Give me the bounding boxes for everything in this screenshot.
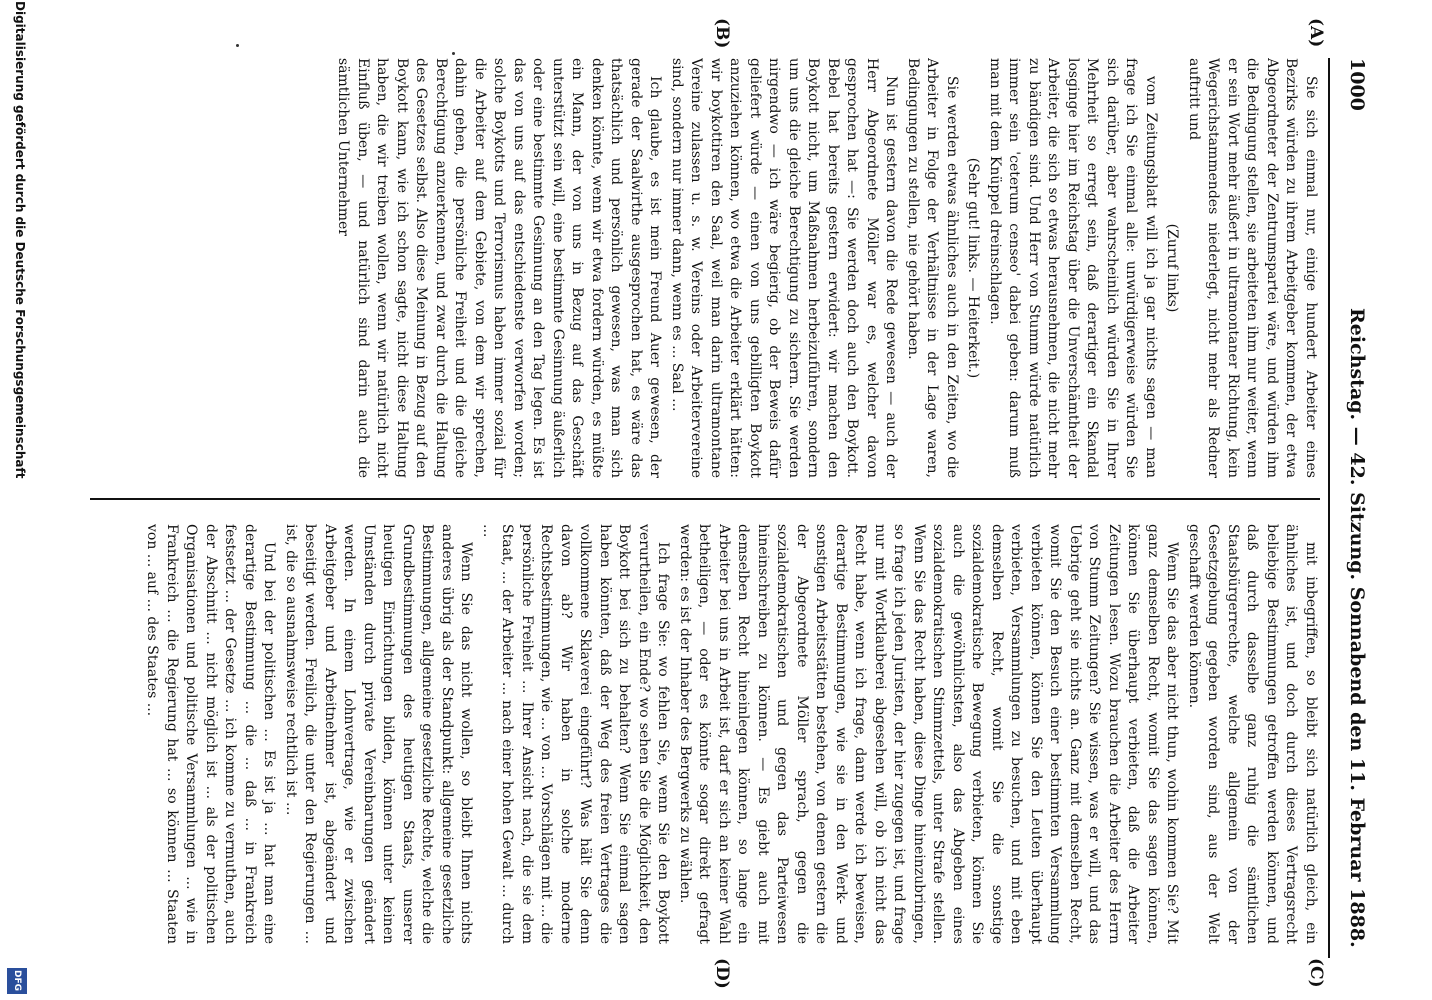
- left-text-column: [90, 58, 1320, 478]
- paragraph: Ich glaube, es ist mein Freund Auer gewesen, der gerade der Saalwirthe ausgesprochen hat, es wäre das thatsächlich und persönlich gewesen, was man sich denken könnte, wenn wir etwa fordern würden, es müßte ein Mann, der von uns in Bezug auf das Geschäft unterstützt sein will, eine bestimmte Gesinnung äußerlich oder eine bestimmte Gesinnung an den Tag legen. Es ist das von uns auf das entschiedenste verworfen worden; solche Boykotts und Terrorismus haben immer sozial für die Arbeiter auf dem Gebiete, von dem wir sprechen, dahin gehen, die persönliche Freiheit und die gleiche Berechtigung anzuerkennen, und zwar durch die Haltung des Gesetzes selbst. Also diese Meinung in Bezug auf den Boykott kann, wie ich schon sagte, nicht diese Haltung haben, die wir treiben wollen, wenn wir natürlich nicht Einfluß üben, — und natürlich sind darin auch die sämtlichen Unternehmer: [335, 58, 664, 478]
- paragraph: Und bei der politischen ... Es ist ja ... hat man eine derartige Bestimmung ... die ... daß ... in Frankreich festsetzt ... der Gesetze ... ich komme zu vermuthen, auch der Abschnitt ... nicht möglich ist ... als der politischen Organisationen und politische Versammlungen ... wie in Frankreich ... die Regierung hat ... so können ... Staaten von ... auf ... des Staates ...: [144, 524, 278, 944]
- digitization-footer: [6, 0, 28, 1000]
- margin-mark-c: (C): [1306, 958, 1326, 988]
- paragraph: Nun ist gestern davon die Rede gewesen — auch der Herr Abgeordnete Möller war es, welcher davon gesprochen hat —: Sie werden doch auch den Boykott. Bebel hat bereits gestern erwidert: wir machen den Boykott nicht, um Maßnahmen herbeizuführen, sondern um uns die gleiche Berechtigung zu sichern. Sie werden nirgendwo — ich wäre begierig, ob der Beweis dafür geliefert würde — einen von uns gebilligten Boykott anzuziehen können, wo etwa die Arbeiter erklärt hätten: wir boykottiren den Saal, weil man darin ultramontane Vereine zulassen u. s. w. Vereins oder Arbeitervereine sind, sondern nur immer dann, wenn es ... Saal ...: [669, 58, 900, 478]
- margin-mark-b: (B): [712, 18, 732, 49]
- scan-speck: [236, 44, 239, 47]
- dfg-credit-text: Digitalisierung gefördert durch die Deutsche Forschungsgemeinschaft: [13, 1, 27, 479]
- right-text-column: [90, 524, 1320, 944]
- paragraph: Sie sich einmal nur, einige hundert Arbeiter eines Bezirks würden zu ihrem Arbeitgeber kommen, der etwa Abgeordneter der Zentrumspartei wäre, und würden ihm die Bedingung stellen, sie arbeiteten ihm nur weiter, wenn er sein Wort mehr äußert in ultramontaner Richtung, kein Wegerichstammendes niederlegt, nicht mehr als Redner auftritt und: [1186, 58, 1319, 478]
- dfg-logo-icon: DFG: [7, 968, 27, 994]
- margin-mark-a: (A): [1306, 18, 1326, 48]
- paragraph: Wenn Sie das nicht wollen, so bleibt Ihnen nichts anderes übrig als der Standpunkt: allgemeine gesetzliche Bestimmungen, allgemeine gesetzliche Rechte, welche die Grundbestimmungen des heutigen Staats, unserer heutigen Einrichtungen bilden, können unter keinen Umständen durch private Vereinbarungen geändert werden. In einem Lohnvertrage, wie er zwischen Arbeitgeber und Arbeitnehmer ist, abgeändert und beseitigt werden. Freilich, die unter den Regierungen ... ist, die so ausnahmsweise rechtlich ist ...: [283, 524, 475, 944]
- scan-speck: [452, 52, 455, 55]
- paragraph: Wenn Sie das aber nicht thun, wohin kommen Sie? Mit ganz demselben Recht, womit Sie das sagen können, können Sie überhaupt verbieten, daß die Arbeiter Zeitungen lesen. Wozu brauchen die Arbeiter des Herrn von Stumm Zeitungen? Sie wissen, was er will, und das Uebrige geht sie nichts an. Ganz mit demselben Recht, womit Sie den Besuch einer bestimmten Versammlung verbieten können, können Sie den Leuten überhaupt verbieten, Versammlungen zu besuchen, und mit eben demselben Recht, womit Sie die sonstige sozialdemokratische Bewegung verbieten, können Sie auch die gewöhnlichsten, also das Abgeben eines sozialdemokratischen Stimmzettels, unter Strafe stellen. Wenn Sie das Recht haben, diese Dinge hineinzubringen, so frage ich jeden Juristen, der hier zugegen ist, und frage nur mit Wortklauberei abgesehen will, ob ich nicht das Recht habe, wenn ich frage, dann werde ich beweisen, derartige Bestimmungen, wie sie in den Werk- und sonstigen Arbeitsstätten bestehen, von denen gestern die der Abgeordnete Möller sprach, gegen die sozialdemokratischen und gegen das Parteiwesen hineinschreiben zu können. — Es giebt auch mit demselben Recht hineinlegen können, so lange ein Arbeiter bei uns in Arbeit ist, darf er sich an keiner Wahl betheiligen, — oder es könnte sogar direkt gefragt werden: es ist der Inhaber des Bergwerks zu wählen.: [677, 524, 1181, 944]
- running-title: Reichstag. — 42. Sitzung. Sonnabend den 11. Februar 1888.: [1346, 308, 1368, 948]
- page-number: 1000: [1346, 58, 1368, 111]
- column-divider: [90, 498, 1320, 500]
- header-rule: [1328, 58, 1330, 958]
- interjection: (Zuruf links): [1164, 223, 1181, 313]
- margin-mark-d: (D): [712, 958, 732, 989]
- paragraph: vom Zeitungsblatt will ich ja gar nichts sagen — man frage ich Sie einmal alle: unwürdigerweise würden Sie sich darüber, aber wahrscheinlich würden Sie in Ihrer Mehrheit so erregt sein, daß derartiger ein Skandal losginge hier im Reichstag über die Unverschämtheit der Arbeiter, die sich so etwas herausnehmen, die nicht mehr zu bändigen sind. Und Herr von Stumm würde natürlich immer sein 'ceterum censeo' dabei geben: darum muß man mit dem Knüppel dreinschlagen.: [987, 58, 1159, 478]
- paragraph: mit inbegriffen, so bleibt sich natürlich gleich, ein ähnliches ist, und doch durch dieses Vertragsrecht beliebige Bestimmungen getroffen werden können, und daß durch dasselbe ganz ruhig die sämtlichen Staatsbürgerrechte, welche allgemein von der Gesetzgebung gegeben worden sind, aus der Welt geschafft werden können.: [1186, 524, 1319, 944]
- rotated-page: [72, 18, 1372, 989]
- page-header: [1332, 58, 1372, 958]
- paragraph: Sie werden etwas ähnliches auch in den Zeiten, wo die Arbeiter in Folge der Verhältnisse in der Lage waren, Bedingungen zu stellen, nie gehört haben.: [905, 58, 960, 478]
- paragraph: Ich frage Sie: wo fehlen Sie, wenn Sie den Boykott verurtheilen, ein Ende? wo sehen Sie die Möglichkeit, den Boykott bei sich zu behalten? Wenn Sie einmal sagen haben könnten, daß der Weg des freien Vertrages die vollkommene Sklaverei eingeführt? Was hält Sie denn davon ab? Wir haben in solche moderne Rechtsbestimmungen, wie ... von ... Vorschlägen mit ... die persönliche Freiheit ... Ihrer Ansicht nach, die sie dem Staat, ... der Arbeiter ... nach einer hohen Gewalt ... durch ...: [480, 524, 672, 944]
- interjection: (Sehr gut! links. — Heiterkeit.): [965, 157, 982, 379]
